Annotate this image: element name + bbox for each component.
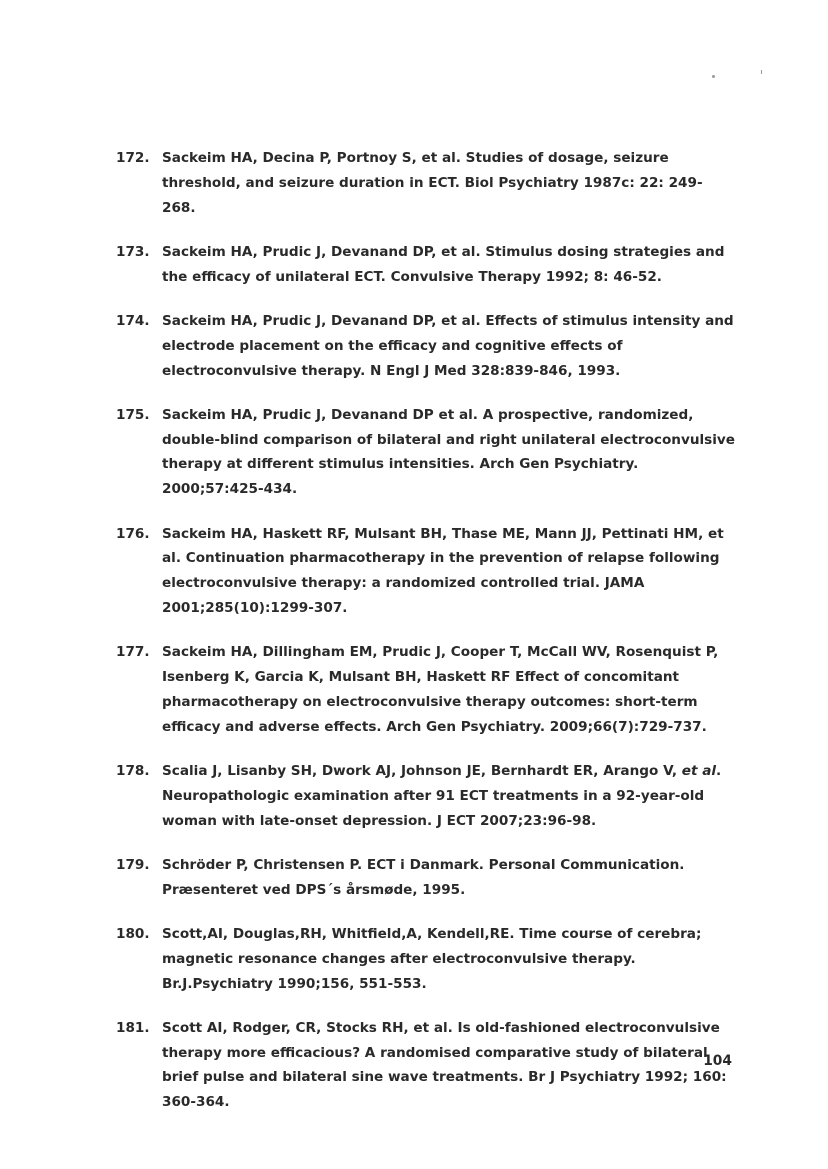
reference-text: Schröder P, Christensen P. ECT i Danmark. Personal Communication. Præsenteret ved DPS´s årsmøde, 1995. [162,856,685,898]
reference-item [116,240,736,290]
reference-number: 176. [116,525,150,542]
reference-text: Sackeim HA, Prudic J, Devanand DP et al. A prospective, randomized, double-blind comparison of bilateral and right unilateral electroconvulsive therapy at different stimulus intensities. Arch Gen Psychiatry. 2000;57:425-434. [162,406,736,498]
reference-text: Sackeim HA, Decina P, Portnoy S, et al. Studies of dosage, seizure threshold, and seizure duration in ECT. Biol Psychiatry 1987c: 22: 249-268. [162,150,703,216]
reference-text-end: . Neuropathologic examination after 91 ECT treatments in a 92-year-old woman with late-onset depression. J ECT 2007;23:96-98. [162,762,722,829]
reference-number: 174. [116,312,150,329]
reference-item [116,522,736,621]
reference-list [116,146,736,1135]
reference-number: 180. [116,925,150,942]
reference-text: Sackeim HA, Haskett RF, Mulsant BH, Thase ME, Mann JJ, Pettinati HM, et al. Continuation pharmacotherapy in the prevention of relapse following electroconvulsive therapy: a randomized controlled trial. JAMA 2001;285(10):1299-307. [162,525,724,616]
reference-item [116,640,736,739]
reference-text-start: Scalia J, Lisanby SH, Dwork AJ, Johnson JE, Bernhardt ER, Arango V, [162,762,682,779]
reference-item [116,759,736,833]
page-number: 104 [703,1053,732,1069]
reference-text: Sackeim HA, Dillingham EM, Prudic J, Cooper T, McCall WV, Rosenquist P, Isenberg K, Garcia K, Mulsant BH, Haskett RF Effect of concomitant pharmacotherapy on electroconvulsive therapy outcomes: short-term efficacy and adverse effects. Arch Gen Psychiatry. 2009;66(7):729-737. [162,644,719,735]
reference-item [116,309,736,383]
reference-text: Scott AI, Rodger, CR, Stocks RH, et al. Is old-fashioned electroconvulsive therapy more efficacious? A randomised comparative study of bilateral brief pulse and bilateral sine wave treatments. Br J Psychiatry 1992; 160: 360-364. [162,1019,727,1111]
reference-number: 173. [116,243,150,260]
scan-speck [712,75,715,78]
reference-item [116,853,736,903]
reference-item [116,1016,736,1115]
reference-item [116,403,736,502]
reference-item [116,922,736,996]
scan-speck [761,70,762,74]
reference-number: 172. [116,150,150,166]
reference-text [162,759,736,833]
reference-text: Sackeim HA, Prudic J, Devanand DP, et al. Stimulus dosing strategies and the efficacy of unilateral ECT. Convulsive Therapy 1992; 8: 46-52. [162,243,725,285]
reference-number: 178. [116,762,150,779]
reference-text: Sackeim HA, Prudic J, Devanand DP, et al. Effects of stimulus intensity and electrode placement on the efficacy and cognitive effects of electroconvulsive therapy. N Engl J Med 328:839-846, 1993. [162,312,734,379]
reference-number: 175. [116,406,150,423]
reference-number: 179. [116,856,150,873]
reference-number: 181. [116,1019,150,1036]
reference-text-italic: et al [681,762,717,779]
reference-item [116,146,736,220]
reference-text: Scott,AI, Douglas,RH, Whitfield,A, Kendell,RE. Time course of cerebra; magnetic resonance changes after electroconvulsive therapy. Br.J.Psychiatry 1990;156, 551-553. [162,925,702,992]
reference-number: 177. [116,644,150,661]
